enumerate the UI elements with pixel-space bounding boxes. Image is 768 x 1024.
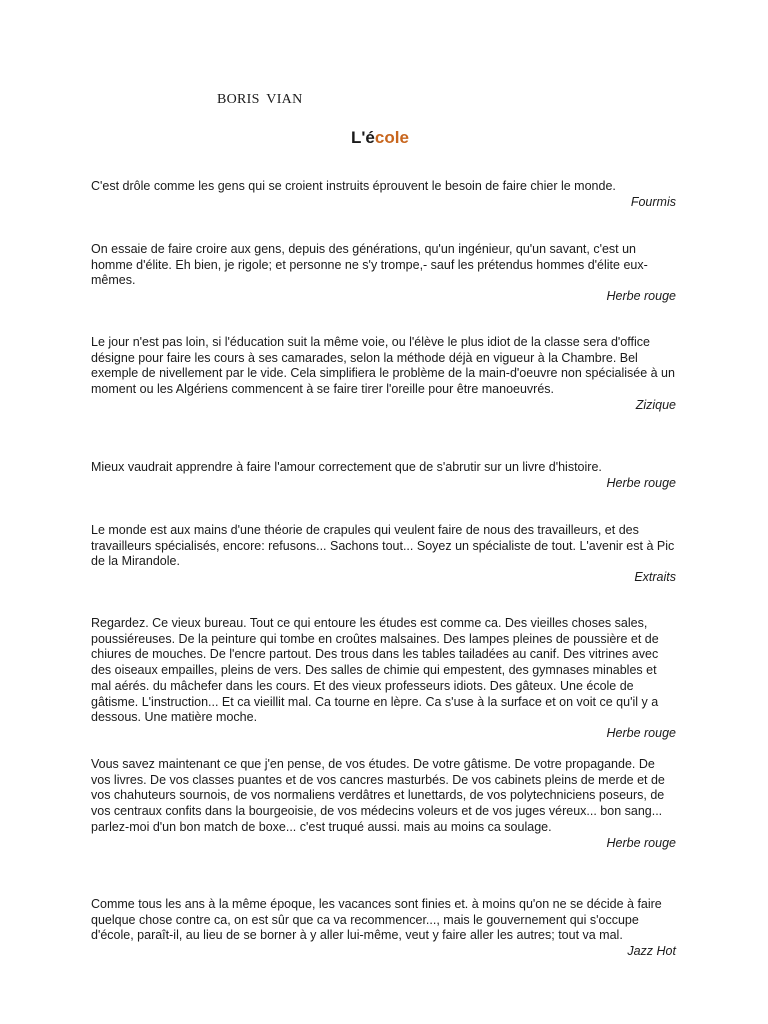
quote-text: C'est drôle comme les gens qui se croient instruits éprouvent le besoin de faire chier le monde. [91,179,616,193]
quote-text: Regardez. Ce vieux bureau. Tout ce qui entoure les études est comme ca. Des vieilles choses sales, poussiéreuses. De la peinture qui tombe en croûtes malsaines. Des lampes pleines de poussière et de chiures de mouches. De l'encre partout. Des trous dans les tables tailadées au canif. Des vitrines avec des oiseaux empailles, pleins de vers. Des salles de chimie qui empestent, des gymnases minables et mal aérés. du mâchefer dans les cours. Et des vieux professeurs idiots. Des gâteux. Une école de gâtisme. L'instruction... Et ca vieillit mal. Ca tourne en lèpre. Ca s'use à la surface et on voit ce qu'il y a dessous. Une matière moche. [91,616,659,725]
title-prefix: L'é [351,128,375,147]
quote-text: Mieux vaudrait apprendre à faire l'amour correctement que de s'abrutir sur un livre d'histoire. [91,460,602,474]
quote-block [91,335,676,414]
quote-source: Herbe rouge [606,475,676,490]
quote-source: Herbe rouge [606,835,676,850]
quote-source: Jazz Hot [627,944,676,959]
document-title [351,128,409,148]
quote-block [91,897,676,960]
quote-source: Herbe rouge [606,289,676,304]
quote-block [91,242,676,305]
author-name: BORIS VIAN [217,92,303,107]
quote-block [91,179,676,210]
quote-text: Vous savez maintenant ce que j'en pense, de vos études. De votre gâtisme. De votre propagande. De vos livres. De vos classes puantes et de vos cancres masturbés. De vos cabinets pleins de merde et de vos chahuteurs sournois, de vos normaliens verdâtres et lunettards, de vos polytechniciens poseurs, de vos centraux confits dans la bourgeoisie, de vos médecins voleurs et de vos juges véreux... bon sang... parlez-moi d'un bon match de boxe... c'est truqué aussi. mais au moins ca soulage. [91,757,665,834]
quote-block [91,757,676,851]
quote-block [91,460,676,491]
quote-source: Extraits [634,570,676,585]
quote-source: Herbe rouge [606,725,676,740]
quote-text: Le monde est aux mains d'une théorie de crapules qui veulent faire de nous des travailleurs, et des travailleurs spécialisés, encore: refusons... Sachons tout... Soyez un spécialiste de tout. L'avenir est à Pic de la Mirandole. [91,523,675,569]
quote-block [91,523,676,586]
quote-text: Le jour n'est pas loin, si l'éducation suit la même voie, ou l'élève le plus idiot de la classe sera d'office désigne pour faire les cours à ses camarades, selon la méthode déjà en vigueur à la Chambre. Bel exemple de nivellement par le vide. Cela simplifiera le problème de la main-d'oeuvre non spécialisée à un moment ou les Algériens commencent à se faire tirer l'oreille pour être manoeuvrés. [91,335,675,397]
title-accent: cole [374,128,409,147]
quote-source: Fourmis [630,194,676,209]
quote-text: Comme tous les ans à la même époque, les vacances sont finies et. à moins qu'on ne se décide à faire quelque chose contre ca, on est sûr que ca va recommencer..., mais le gouvernement qui s'occupe d'école, paraît-il, au lieu de se borner à y aller lui-même, veut y faire aller les autres; tout va mal. [91,897,662,943]
quote-text: On essaie de faire croire aux gens, depuis des générations, qu'un ingénieur, qu'un savant, c'est un homme d'élite. Eh bien, je rigole; et personne ne s'y trompe,- sauf les prétendus hommes d'élite eux-mêmes. [91,242,648,288]
quote-source: Zizique [635,397,676,412]
quote-block [91,616,676,742]
